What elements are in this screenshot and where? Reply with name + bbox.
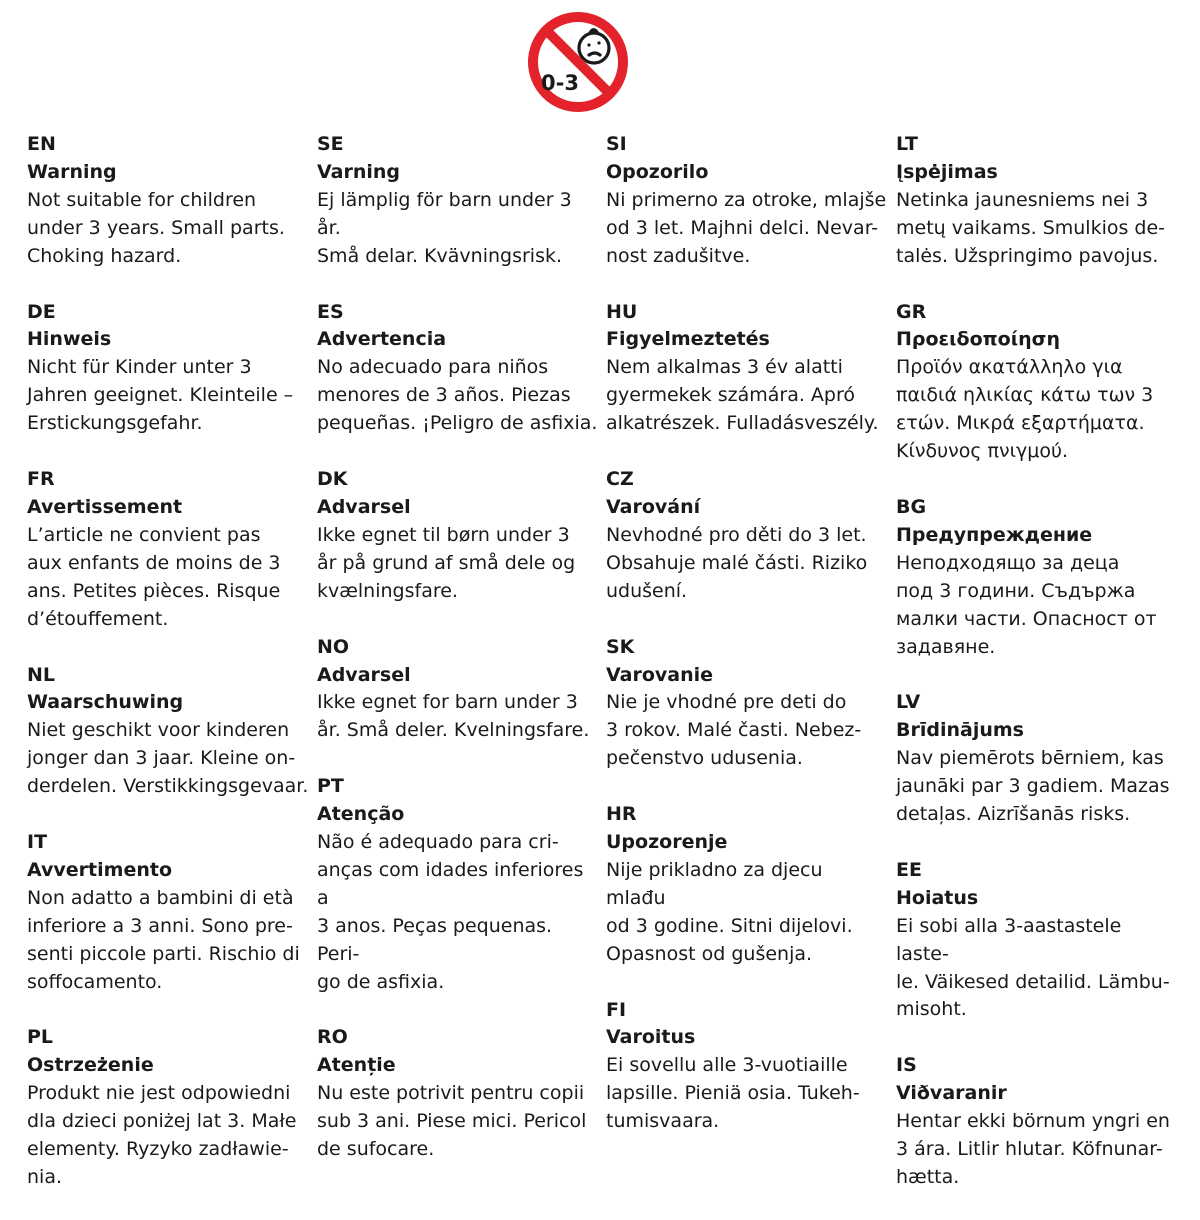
warning-title: Hoiatus — [896, 886, 979, 909]
warning-title: Viðvaranir — [896, 1082, 1007, 1105]
warning-title: Предупреждение — [896, 523, 1093, 546]
language-code: EE — [896, 858, 922, 881]
warning-entry-fr — [27, 466, 309, 633]
language-code: HU — [606, 300, 638, 323]
warning-title: Įspėjimas — [896, 160, 998, 183]
warning-entry-fi — [606, 997, 888, 1137]
warning-text: Ei sobi alla 3-aastastele laste- le. Väikesed detailid. Lämbu- misoht. — [896, 914, 1170, 1021]
warning-column-3 — [606, 131, 888, 1164]
warning-title: Advarsel — [317, 495, 411, 518]
warning-text: Nu este potrivit pentru copii sub 3 ani. Piese mici. Pericol de sufocare. — [317, 1082, 587, 1161]
warning-text: Nije prikladno za djecu mlađu od 3 godine. Sitni dijelovi. Opasnost od gušenja. — [606, 858, 853, 965]
warning-title: Warning — [27, 160, 117, 183]
warning-entry-de — [27, 299, 309, 439]
warning-title: Varoitus — [606, 1026, 696, 1049]
language-code: IT — [27, 831, 48, 854]
warning-entry-en — [27, 131, 309, 271]
warning-title: Varning — [317, 160, 401, 183]
warning-entry-is — [896, 1052, 1178, 1192]
language-code: BG — [896, 495, 927, 518]
warning-text: Niet geschikt voor kinderen jonger dan 3 jaar. Kleine on- derdelen. Verstikkingsgevaar. — [27, 719, 309, 798]
warning-text: Nevhodné pro děti do 3 let. Obsahuje malé části. Riziko udušení. — [606, 523, 868, 602]
language-code: NO — [317, 635, 350, 658]
warning-title: Advertencia — [317, 328, 447, 351]
warning-column-4 — [896, 131, 1178, 1220]
warning-entry-no — [317, 634, 599, 746]
language-code: LV — [896, 691, 921, 714]
warning-title: Ostrzeżenie — [27, 1054, 154, 1077]
warning-text: Nem alkalmas 3 év alatti gyermekek számára. Apró alkatrészek. Fulladásveszély. — [606, 356, 879, 435]
warning-column-2 — [317, 131, 599, 1192]
warning-text: Nicht für Kinder unter 3 Jahren geeignet. Kleinteile – Erstickungsgefahr. — [27, 356, 294, 435]
warning-entry-lv — [896, 689, 1178, 829]
warning-entry-se — [317, 131, 599, 271]
warning-text: Ej lämplig för barn under 3 år. Små delar. Kvävningsrisk. — [317, 188, 572, 267]
warning-entry-it — [27, 829, 309, 996]
warning-text: Nie je vhodné pre deti do 3 rokov. Malé časti. Nebez- pečenstvo udusenia. — [606, 691, 862, 770]
warning-text: Netinka jaunesniems nei 3 metų vaikams. Smulkios de- talės. Užspringimo pavojus. — [896, 188, 1166, 267]
warning-entry-bg — [896, 494, 1178, 661]
warning-entry-ee — [896, 857, 1178, 1024]
warning-entry-sk — [606, 634, 888, 774]
age-label: 0-3 — [541, 71, 579, 95]
no-children-under-3-icon — [526, 10, 630, 114]
warning-text: Ni primerno za otroke, mlajše od 3 let. Majhni delci. Nevar- nost zadušitve. — [606, 188, 887, 267]
warning-text: Hentar ekki börnum yngri en 3 ára. Litlir hlutar. Köfnunar- hætta. — [896, 1110, 1170, 1188]
warning-title: Varování — [606, 495, 701, 518]
warning-entry-si — [606, 131, 888, 271]
warning-text: Nav piemērots bērniem, kas jaunāki par 3 gadiem. Mazas detaļas. Aizrīšanās risks. — [896, 747, 1170, 826]
language-code: PL — [27, 1026, 54, 1049]
warning-entry-cz — [606, 466, 888, 606]
warning-entry-gr — [896, 299, 1178, 466]
warning-title: Advarsel — [317, 663, 411, 686]
warning-text: Não é adequado para cri- anças com idades inferiores a 3 anos. Peças pequenas. Peri- go de asfixia. — [317, 831, 584, 993]
warning-text: Ei sovellu alle 3-vuotiaille lapsille. Pieniä osia. Tukeh- tumisvaara. — [606, 1054, 860, 1133]
language-code: SK — [606, 635, 635, 658]
warning-entry-es — [317, 299, 599, 439]
language-code: FI — [606, 998, 627, 1021]
warning-entry-hu — [606, 299, 888, 439]
warning-title: Opozorilo — [606, 160, 709, 183]
warning-title: Varovanie — [606, 663, 714, 686]
language-code: HR — [606, 803, 637, 826]
language-code: EN — [27, 133, 56, 155]
warning-text: Προϊόν ακατάλληλο για παιδιά ηλικίας κάτω των 3 ετών. Μικρά εξαρτήματα. Κίνδυνος πνιγμού. — [896, 356, 1154, 463]
warning-text: Not suitable for children under 3 years. Small parts. Choking hazard. — [27, 188, 285, 267]
warning-text: Non adatto a bambini di età inferiore a 3 anni. Sono pre- senti piccole parti. Rischio di soffocamento. — [27, 886, 300, 993]
language-code: IS — [896, 1054, 917, 1077]
warning-entry-nl — [27, 662, 309, 802]
warning-title: Upozorenje — [606, 831, 728, 854]
warning-title: Atenção — [317, 803, 405, 826]
language-code: DK — [317, 468, 348, 491]
language-code: RO — [317, 1026, 348, 1049]
language-code: NL — [27, 663, 56, 686]
language-code: DE — [27, 300, 56, 323]
warning-column-1 — [27, 131, 309, 1220]
warning-title: Hinweis — [27, 328, 112, 351]
warning-entry-dk — [317, 466, 599, 606]
language-code: CZ — [606, 468, 634, 491]
language-code: GR — [896, 300, 927, 323]
warning-entry-hr — [606, 801, 888, 968]
warning-title: Avvertimento — [27, 858, 172, 881]
warning-title: Waarschuwing — [27, 691, 184, 714]
warning-title: Προειδοποίηση — [896, 328, 1060, 351]
warning-text: Produkt nie jest odpowiedni dla dzieci poniżej lat 3. Małe elementy. Ryzyko zadławie- nia. — [27, 1082, 297, 1188]
warning-entry-lt — [896, 131, 1178, 271]
warning-entry-pt — [317, 773, 599, 996]
language-code: ES — [317, 300, 344, 323]
warning-text: Ikke egnet for barn under 3 år. Små deler. Kvelningsfare. — [317, 691, 590, 742]
warning-entry-pl — [27, 1024, 309, 1191]
language-code: FR — [27, 468, 55, 491]
warning-title: Atenție — [317, 1054, 396, 1077]
warning-title: Figyelmeztetés — [606, 328, 770, 351]
warning-text: L’article ne convient pas aux enfants de moins de 3 ans. Petites pièces. Risque d’étouffement. — [27, 523, 281, 630]
warning-text: Неподходящо за деца под 3 години. Съдържа малки части. Опасност от задавяне. — [896, 551, 1157, 658]
warning-title: Avertissement — [27, 495, 183, 518]
language-code: SI — [606, 133, 627, 155]
warning-text: No adecuado para niños menores de 3 años. Piezas pequeñas. ¡Peligro de asfixia. — [317, 356, 598, 435]
language-code: SE — [317, 133, 344, 155]
language-code: LT — [896, 133, 918, 155]
warning-text: Ikke egnet til børn under 3 år på grund af små dele og kvælningsfare. — [317, 523, 576, 602]
warning-title: Brīdinājums — [896, 719, 1024, 742]
language-code: PT — [317, 775, 344, 798]
warning-entry-ro — [317, 1024, 599, 1164]
